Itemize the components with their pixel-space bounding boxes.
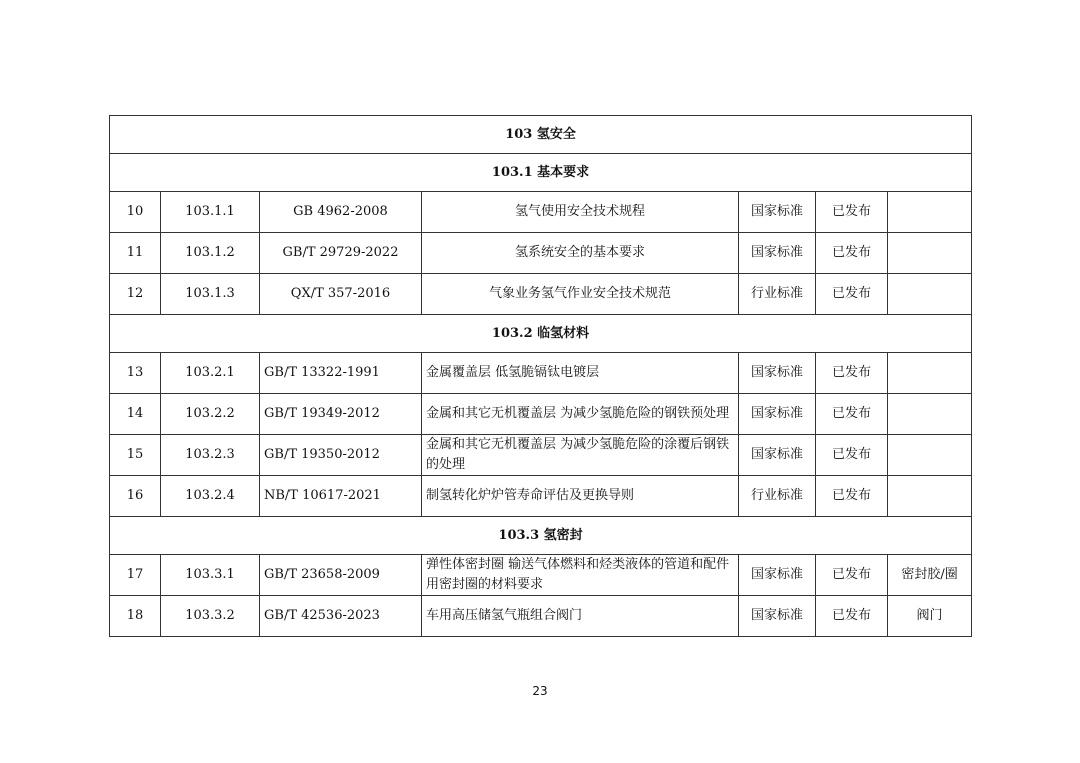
section-title: 103.3 氢密封 [110,517,972,555]
standard-number: QX/T 357-2016 [260,274,422,315]
table-row [110,192,972,233]
standard-number: GB/T 19350-2012 [260,435,422,476]
standard-name: 弹性体密封圈 输送气体燃料和烃类液体的管道和配件用密封圈的材料要求 [422,555,739,596]
clause-code: 103.2.1 [161,353,260,394]
page-number: 23 [532,684,548,698]
standard-name: 金属和其它无机覆盖层 为减少氢脆危险的钢铁预处理 [422,394,739,435]
row-number: 13 [110,353,161,394]
standard-type: 行业标准 [739,274,816,315]
row-number: 17 [110,555,161,596]
row-number: 11 [110,233,161,274]
row-number: 15 [110,435,161,476]
section-header-row [110,517,972,555]
standard-name: 氢气使用安全技术规程 [422,192,739,233]
row-number: 14 [110,394,161,435]
row-number: 12 [110,274,161,315]
publish-status: 已发布 [816,353,888,394]
publish-status: 已发布 [816,192,888,233]
standards-table [109,115,972,637]
clause-code: 103.3.1 [161,555,260,596]
table-row [110,274,972,315]
publish-status: 已发布 [816,233,888,274]
note [888,394,972,435]
standard-number: GB/T 42536-2023 [260,596,422,637]
standard-name: 金属覆盖层 低氢脆镉钛电镀层 [422,353,739,394]
table-row [110,394,972,435]
note [888,476,972,517]
clause-code: 103.1.2 [161,233,260,274]
note [888,274,972,315]
publish-status: 已发布 [816,476,888,517]
standard-type: 国家标准 [739,555,816,596]
standard-type: 国家标准 [739,192,816,233]
standard-type: 行业标准 [739,476,816,517]
section-title: 103.2 临氢材料 [110,315,972,353]
clause-code: 103.1.3 [161,274,260,315]
note [888,192,972,233]
row-number: 18 [110,596,161,637]
publish-status: 已发布 [816,394,888,435]
standard-number: GB/T 23658-2009 [260,555,422,596]
standard-name: 氢系统安全的基本要求 [422,233,739,274]
clause-code: 103.1.1 [161,192,260,233]
standard-number: NB/T 10617-2021 [260,476,422,517]
note: 阀门 [888,596,972,637]
standard-number: GB/T 13322-1991 [260,353,422,394]
publish-status: 已发布 [816,435,888,476]
standard-number: GB/T 19349-2012 [260,394,422,435]
note [888,233,972,274]
table-row [110,596,972,637]
clause-code: 103.2.3 [161,435,260,476]
section-header-row [110,154,972,192]
clause-code: 103.2.2 [161,394,260,435]
table-row [110,435,972,476]
publish-status: 已发布 [816,555,888,596]
standard-type: 国家标准 [739,596,816,637]
note [888,435,972,476]
note [888,353,972,394]
standard-name: 气象业务氢气作业安全技术规范 [422,274,739,315]
section-title: 103.1 基本要求 [110,154,972,192]
section-header-row [110,116,972,154]
clause-code: 103.2.4 [161,476,260,517]
standard-name: 金属和其它无机覆盖层 为减少氢脆危险的涂覆后钢铁的处理 [422,435,739,476]
standard-number: GB/T 29729-2022 [260,233,422,274]
standard-name: 制氢转化炉炉管寿命评估及更换导则 [422,476,739,517]
table-row [110,233,972,274]
clause-code: 103.3.2 [161,596,260,637]
row-number: 16 [110,476,161,517]
table-row [110,555,972,596]
standard-type: 国家标准 [739,233,816,274]
standard-type: 国家标准 [739,394,816,435]
section-title: 103 氢安全 [110,116,972,154]
section-header-row [110,315,972,353]
standard-number: GB 4962-2008 [260,192,422,233]
note: 密封胶/圈 [888,555,972,596]
table-row [110,353,972,394]
table-row [110,476,972,517]
publish-status: 已发布 [816,596,888,637]
standard-type: 国家标准 [739,435,816,476]
row-number: 10 [110,192,161,233]
standard-name: 车用高压储氢气瓶组合阀门 [422,596,739,637]
table-body [110,116,972,637]
standard-type: 国家标准 [739,353,816,394]
publish-status: 已发布 [816,274,888,315]
